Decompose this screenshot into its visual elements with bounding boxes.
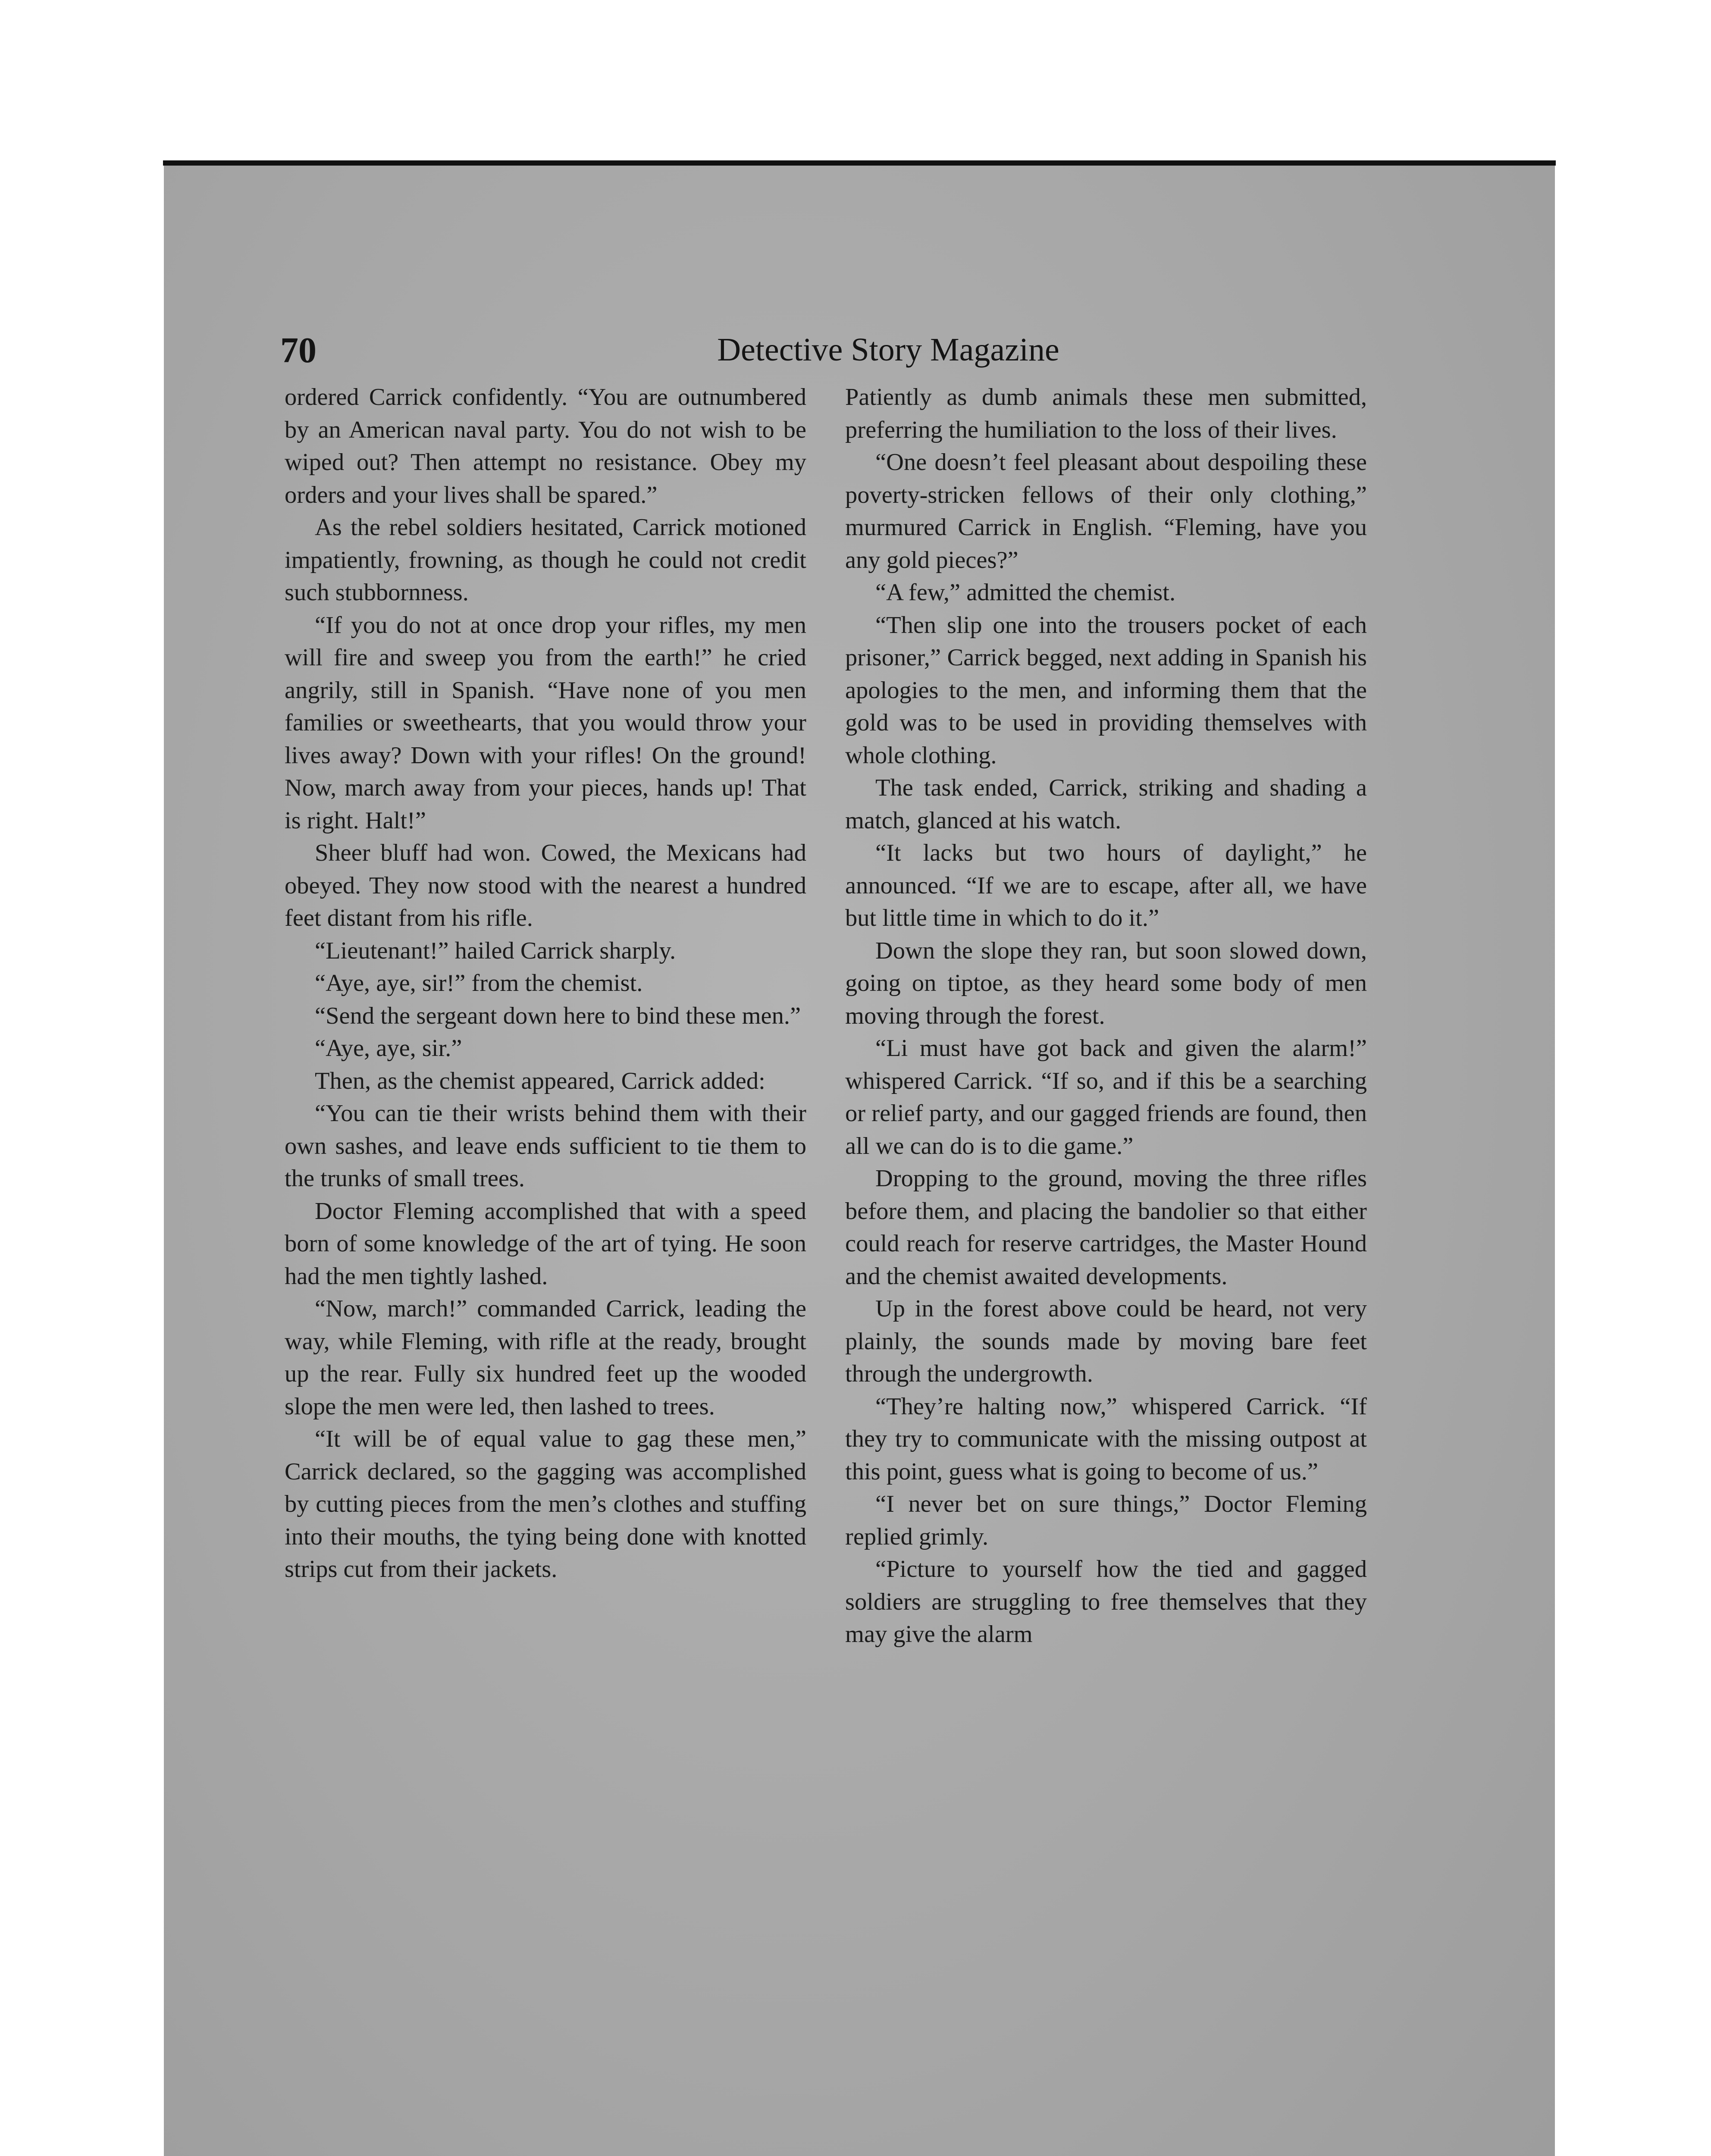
paragraph: “Now, march!” commanded Carrick, leading the way, while Fleming, with rifle at the ready, brought up the rear. Fully six hundred feet up the wooded slope the men were led, then lashed to trees. — [285, 1295, 806, 1420]
paragraph: “It lacks but two hours of daylight,” he announced. “If we are to escape, after all, we have but little time in which to do it.” — [845, 840, 1367, 931]
paragraph: “You can tie their wrists behind them with their own sashes, and leave ends sufficient to tie them to the trunks of small trees. — [285, 1100, 806, 1192]
paragraph: “Aye, aye, sir!” from the chemist. — [315, 970, 643, 997]
scan-border — [163, 160, 1556, 166]
paragraph: Dropping to the ground, moving the three rifles before them, and placing the bandolier so that either could reach for reserve cartridges, the Master Hound and the chemist awaited developments. — [845, 1165, 1367, 1290]
left-column — [285, 381, 806, 1586]
page-number: 70 — [280, 330, 317, 370]
paragraph: “A few,” admitted the chemist. — [875, 579, 1176, 606]
paragraph: The task ended, Carrick, striking and shading a match, glanced at his watch. — [845, 774, 1367, 834]
paragraph: Sheer bluff had won. Cowed, the Mexicans had obeyed. They now stood with the nearest a hundred feet distant from his rifle. — [285, 840, 806, 931]
running-head — [280, 329, 1557, 381]
paragraph: “Then slip one into the trousers pocket of each prisoner,” Carrick begged, next adding in Spanish his apologies to the men, and informing them that the gold was to be used in providing themselves with whole clothing. — [845, 611, 1367, 769]
paragraph: Up in the forest above could be heard, not very plainly, the sounds made by moving bare feet through the undergrowth. — [845, 1295, 1367, 1387]
paragraph: As the rebel soldiers hesitated, Carrick motioned impatiently, frowning, as though he could not credit such stubbornness. — [285, 514, 806, 606]
paragraph: “Lieutenant!” hailed Carrick sharply. — [315, 937, 676, 964]
paragraph: Down the slope they ran, but soon slowed down, going on tiptoe, as they heard some body of men moving through the forest. — [845, 937, 1367, 1029]
paragraph: “Aye, aye, sir.” — [315, 1035, 462, 1062]
paragraph: Then, as the chemist appeared, Carrick added: — [315, 1067, 765, 1094]
paragraph: “They’re halting now,” whispered Carrick. “If they try to communicate with the missing outpost at this point, guess what is going to become of us.” — [845, 1393, 1367, 1485]
paragraph: Patiently as dumb animals these men submitted, preferring the humiliation to the loss of their lives. — [845, 384, 1367, 443]
magazine-page — [164, 166, 1555, 2156]
paragraph: “One doesn’t feel pleasant about despoiling these poverty-stricken fellows of their only clothing,” murmured Carrick in English. “Fleming, have you any gold pieces?” — [845, 449, 1367, 573]
paragraph: “Li must have got back and given the alarm!” whispered Carrick. “If so, and if this be a searching or relief party, and our gagged friends are found, then all we can do is to die game.” — [845, 1035, 1367, 1159]
paragraph: “I never bet on sure things,” Doctor Fleming replied grimly. — [845, 1491, 1367, 1550]
paragraph: “If you do not at once drop your rifles, my men will fire and sweep you from the earth!” he cried angrily, still in Spanish. “Have none of you men families or sweethearts, that you would throw your lives away? Down with your rifles! On the ground! Now, march away from your pieces, hands up! That is right. Halt!” — [285, 611, 806, 834]
magazine-title: Detective Story Magazine — [717, 332, 1059, 368]
right-column — [845, 381, 1367, 1651]
paragraph: “Picture to yourself how the tied and gagged soldiers are struggling to free themselves that they may give the alarm — [845, 1556, 1367, 1648]
paragraph: ordered Carrick confidently. “You are outnumbered by an American naval party. You do not wish to be wiped out? Then attempt no resistance. Obey my orders and your lives shall be spared.” — [285, 384, 806, 508]
paragraph: Doctor Fleming accomplished that with a speed born of some knowledge of the art of tying. He soon had the men tightly lashed. — [285, 1197, 806, 1290]
paragraph: “It will be of equal value to gag these men,” Carrick declared, so the gagging was accomplished by cutting pieces from the men’s clothes and stuffing into their mouths, the tying being done with knotted strips cut from their jackets. — [285, 1426, 806, 1583]
paragraph: “Send the sergeant down here to bind these men.” — [315, 1002, 801, 1029]
